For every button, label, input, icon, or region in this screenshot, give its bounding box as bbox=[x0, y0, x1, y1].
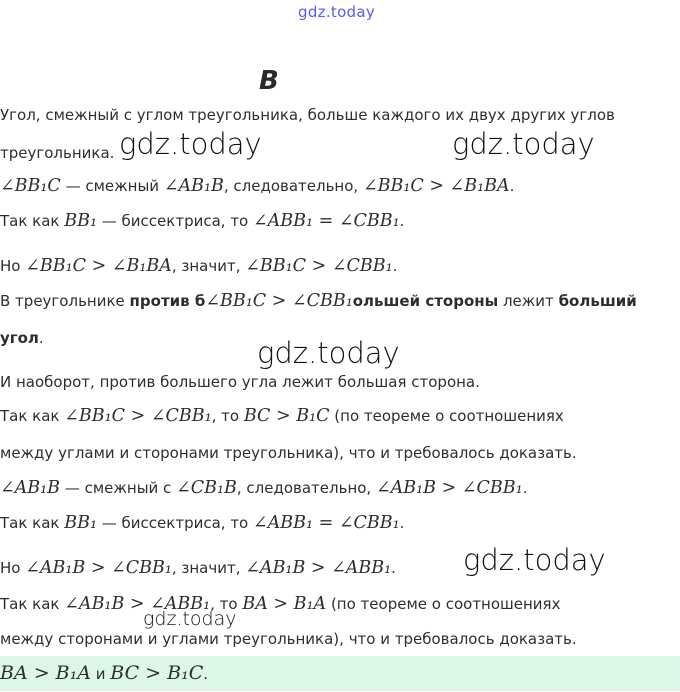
bold-fragment: угол bbox=[0, 329, 39, 347]
text-line-6 bbox=[0, 290, 637, 312]
text-line-7 bbox=[0, 327, 44, 349]
text-fragment: . bbox=[38, 329, 44, 347]
math-expr: BC > B₁C bbox=[243, 406, 330, 426]
text-fragment: , следовательно, bbox=[236, 479, 376, 497]
text-line-12 bbox=[0, 512, 404, 534]
section-heading: B bbox=[259, 66, 279, 96]
watermark-5: gdz.today bbox=[143, 608, 237, 630]
math-expr: ∠ABB₁ = ∠CBB₁ bbox=[253, 513, 400, 533]
text-fragment: , то bbox=[210, 595, 243, 613]
text-line-11 bbox=[0, 477, 527, 499]
math-expr: ∠ABB₁ = ∠CBB₁ bbox=[253, 211, 400, 231]
text-fragment: В треугольнике bbox=[0, 292, 130, 310]
watermark-top: gdz.today bbox=[298, 3, 376, 21]
math-expr: BA > B₁A bbox=[242, 594, 327, 614]
text-line-14 bbox=[0, 593, 560, 615]
text-fragment: . bbox=[203, 665, 209, 683]
text-fragment: Но bbox=[0, 257, 26, 275]
text-fragment: . bbox=[399, 514, 405, 532]
text-fragment: и bbox=[90, 665, 111, 683]
math-expr: ∠BB₁C > ∠CBB₁ bbox=[205, 291, 353, 311]
text-fragment: — смежный bbox=[60, 177, 164, 195]
text-line-2: треугольника. bbox=[0, 144, 115, 162]
text-fragment: . bbox=[392, 257, 398, 275]
text-fragment: . bbox=[399, 212, 405, 230]
math-expr: ∠BB₁C > ∠CBB₁ bbox=[245, 256, 393, 276]
math-expr: ∠AB₁B bbox=[0, 478, 61, 498]
text-fragment: , значит, bbox=[171, 559, 246, 577]
text-fragment: . bbox=[522, 479, 528, 497]
text-line-4 bbox=[0, 210, 404, 232]
math-expr: ∠BB₁C > ∠CBB₁ bbox=[64, 406, 212, 426]
text-fragment: Так как bbox=[0, 212, 65, 230]
text-line-3 bbox=[0, 175, 514, 197]
math-expr: ∠AB₁B > ∠CBB₁ bbox=[375, 478, 523, 498]
text-fragment: Так как bbox=[0, 595, 65, 613]
math-expr: ∠BB₁C bbox=[0, 176, 61, 196]
math-expr: ∠AB₁B > ∠CBB₁ bbox=[25, 558, 172, 578]
text-fragment: . bbox=[509, 177, 515, 195]
text-fragment: , значит, bbox=[171, 257, 246, 275]
math-expr: ∠BB₁C > ∠B₁BA bbox=[25, 256, 172, 276]
math-expr: BB₁ bbox=[64, 513, 98, 533]
watermark-1: gdz.today bbox=[119, 127, 262, 161]
text-fragment: (по теореме о соотношениях bbox=[326, 595, 561, 613]
text-fragment: Так как bbox=[0, 407, 65, 425]
text-line-9 bbox=[0, 405, 564, 427]
text-fragment: — биссектриса, то bbox=[97, 212, 253, 230]
text-fragment: — смежный с bbox=[60, 479, 177, 497]
text-fragment: — биссектриса, то bbox=[97, 514, 253, 532]
bold-fragment: против б bbox=[129, 292, 206, 310]
math-expr: BC > B₁C bbox=[110, 662, 204, 684]
math-expr: ∠AB₁B > ∠ABB₁ bbox=[245, 558, 392, 578]
watermark-2: gdz.today bbox=[452, 127, 595, 161]
watermark-4: gdz.today bbox=[463, 543, 606, 577]
text-fragment: Так как bbox=[0, 514, 65, 532]
math-expr: ∠CB₁B bbox=[176, 478, 237, 498]
text-line-5 bbox=[0, 255, 397, 277]
bold-fragment: ольшей стороны bbox=[352, 292, 499, 310]
math-expr: ∠BB₁C > ∠B₁BA bbox=[362, 176, 510, 196]
text-fragment: (по теореме о соотношениях bbox=[329, 407, 564, 425]
text-fragment: лежит bbox=[498, 292, 559, 310]
text-line-10: между углами и сторонами треугольника), что и требовалось доказать. bbox=[0, 444, 577, 462]
text-line-13 bbox=[0, 557, 396, 579]
math-expr: BA > B₁A bbox=[0, 662, 91, 684]
answer-box bbox=[0, 656, 680, 691]
math-expr: BB₁ bbox=[64, 211, 98, 231]
text-fragment: , то bbox=[211, 407, 244, 425]
text-line-15: между сторонами и углами треугольника), что и требовалось доказать. bbox=[0, 630, 577, 648]
text-line-8: И наоборот, против большего угла лежит большая сторона. bbox=[0, 373, 480, 391]
text-line-1: Угол, смежный с углом треугольника, больше каждого их двух других углов bbox=[0, 106, 615, 124]
math-expr: ∠AB₁B bbox=[163, 176, 224, 196]
bold-fragment: больший bbox=[558, 292, 637, 310]
watermark-3: gdz.today bbox=[257, 336, 400, 370]
text-fragment: Но bbox=[0, 559, 26, 577]
text-fragment: . bbox=[391, 559, 396, 577]
math-expr: ∠AB₁B > ∠ABB₁ bbox=[64, 594, 211, 614]
text-fragment: , следовательно, bbox=[223, 177, 363, 195]
